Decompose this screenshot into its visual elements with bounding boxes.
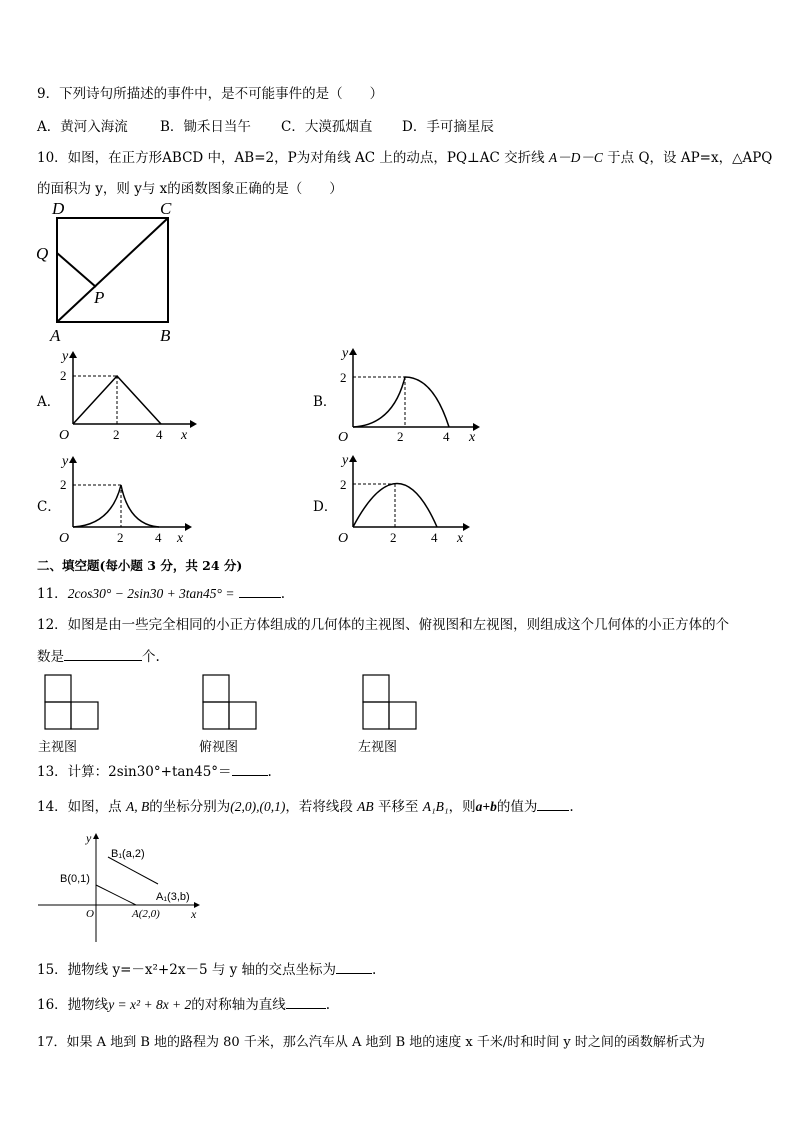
q17: 17．如果 A 地到 B 地的路程为 80 千米，那么汽车从 A 地到 B 地的速度 x 千米/时和时间 y 时之间的函数解析式为 [37,1035,705,1050]
svg-text:y: y [342,346,349,361]
svg-text:2: 2 [397,429,404,444]
q10-graph-a [55,350,200,442]
label-a: A [50,326,61,345]
svg-text:2: 2 [117,530,124,545]
q9-option-b: B．锄禾日当午 [160,119,251,135]
svg-text:4: 4 [156,427,163,442]
svg-text:B₁(a,2): B₁(a,2) [111,848,145,860]
q13: 13．计算：2sin30°+tan45°＝ . [37,764,272,780]
q9-option-d: D．手可摘星辰 [402,119,494,135]
svg-text:y: y [62,350,69,364]
svg-text:2: 2 [60,368,67,383]
q9-option-c: C．大漠孤烟直 [281,119,373,135]
q10-option-c-label: C． [37,499,61,515]
label-p: P [94,288,105,307]
q10-line1: 10．如图，在正方形ABCD 中，AB=2，P为对角线 AC 上的动点，PQ⊥AC 交折线 A－D－C 于点 Q，设 AP=x，△APQ [37,150,773,166]
svg-text:4: 4 [443,429,450,444]
q14: 14．如图，点 A, B的坐标分别为(2,0),(0,1)，若将线段 AB 平移至 A₁B₁，则a+b的值为 . [37,799,574,815]
q10-option-d-label: D． [313,499,338,515]
svg-text:2: 2 [60,477,67,492]
svg-text:x: x [177,531,184,546]
q10-option-a-label: A． [37,394,61,410]
svg-text:2: 2 [390,530,397,545]
front-view-caption: 主视图 [38,740,78,755]
q9-stem: 9．下列诗句所描述的事件中，是不可能事件的是（ ） [37,86,384,102]
svg-text:x: x [181,428,188,442]
svg-text:B(0,1): B(0,1) [60,873,90,885]
q10-graph-c [55,455,200,547]
svg-text:2: 2 [340,370,347,385]
q15: 15．抛物线 y=－x²+2x－5 与 y 轴的交点坐标为 . [37,962,377,978]
label-q: Q [36,244,49,263]
label-c: C [160,199,172,218]
svg-text:O: O [59,428,70,442]
q10-square-figure [30,196,190,346]
svg-text:y: y [342,453,349,468]
q12-line2: 数是 个. [37,649,160,665]
svg-text:2: 2 [340,477,347,492]
svg-text:y: y [62,455,69,469]
front-view-figure [44,674,100,732]
top-view-caption: 俯视图 [199,740,239,755]
svg-text:4: 4 [155,530,162,545]
q9-option-a: A．黄河入海流 [37,119,128,135]
svg-text:O: O [338,531,349,546]
svg-text:x: x [469,430,476,445]
svg-text:A(2,0): A(2,0) [132,908,160,920]
q16: 16．抛物线y = x² + 8x + 2的对称轴为直线 . [37,997,331,1013]
svg-text:y: y [86,831,92,845]
top-view-figure [202,674,258,732]
side-view-caption: 左视图 [358,740,398,755]
section-2-heading: 二、填空题(每小题 3 分，共 24 分) [37,558,243,573]
q10-line2: 的面积为 y，则 y与 x的函数图象正确的是（ ） [37,181,343,197]
side-view-figure [362,674,418,732]
q10-graph-d [333,452,483,547]
q10-graph-b [333,345,488,445]
q14-coordinate-figure [36,830,206,945]
label-d: D [52,199,65,218]
q10-option-b-label: B． [313,394,337,410]
svg-text:2: 2 [113,427,120,442]
q11: 11．2cos30° − 2sin30 + 3tan45° = . [37,586,286,602]
svg-text:O: O [86,908,94,920]
svg-text:A₁(3,b): A₁(3,b) [156,891,190,903]
q12-line1: 12．如图是由一些完全相同的小正方体组成的几何体的主视图、俯视图和左视图，则组成这个几何体的小正方体的个 [37,617,730,633]
svg-text:4: 4 [431,530,438,545]
svg-text:x: x [191,907,197,921]
svg-text:O: O [59,531,70,546]
label-b: B [160,326,171,345]
svg-text:x: x [457,531,464,546]
svg-text:O: O [338,430,349,445]
